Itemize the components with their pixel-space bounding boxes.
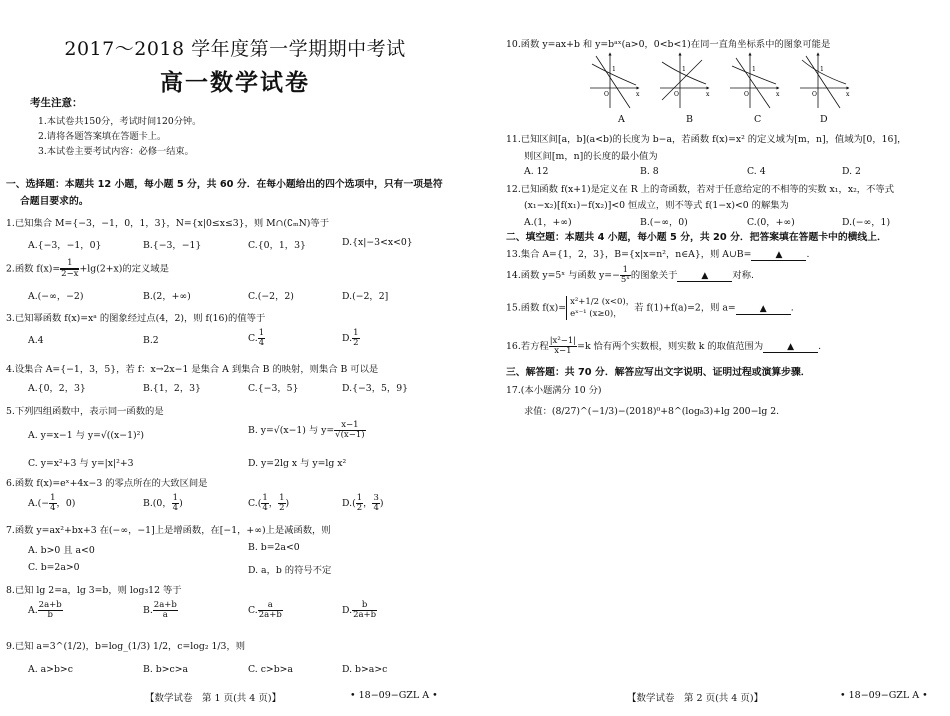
exam-title: 2017～2018 学年度第一学期期中考试 (64, 38, 406, 60)
q14-den: 5ˣ (620, 275, 630, 285)
q8-option-b (143, 601, 178, 620)
q10-label-c: C (754, 114, 762, 125)
notice-item-2: 2.请将各题答案填在答题卡上。 (38, 131, 167, 142)
q6-a-frac (49, 494, 56, 513)
svg-text:x: x (776, 91, 780, 98)
q12-option-a: A.(1，+∞) (524, 217, 572, 228)
section-1-heading-cont: 合题目要求的。 (20, 196, 89, 207)
question-11: 11.已知区间[a，b](a<b)的长度为 b−a，若函数 f(x)=x² 的定义域为[m，n]，值域为[0，16]， (506, 134, 907, 145)
q6-d-label: D.( (342, 498, 356, 509)
q15-triangle-icon: ▲ (759, 303, 767, 314)
q7-option-c: C. b=2a>0 (28, 562, 80, 573)
q9-option-d: D. b>a>c (342, 664, 388, 675)
svg-text:O: O (604, 91, 609, 98)
q8-c-frac (258, 601, 283, 620)
q2-fraction-den: 2−x (61, 269, 79, 279)
q8-b-label: B. (143, 605, 153, 616)
q6-option-d (342, 494, 384, 513)
question-12: 12.已知函数 f(x+1)是定义在 R 上的奇函数，若对于任意给定的不相等的实数 x₁，x₂，不等式 (506, 184, 894, 195)
q3-d-num: 1 (353, 328, 359, 338)
q5-option-d: D. y=2lg x 与 y=lg x² (248, 458, 347, 469)
notice-item-3: 3.本试卷主要考试内容：必修一结束。 (38, 146, 194, 157)
q6-d-num1: 1 (356, 493, 363, 503)
svg-text:1: 1 (820, 66, 824, 73)
q16-triangle-icon: ▲ (787, 342, 795, 352)
q16-den: x−1 (554, 346, 572, 356)
q13-answer-blank[interactable] (751, 250, 806, 261)
q6-c-label: C.( (248, 498, 262, 509)
q2-fraction-num: 1 (60, 259, 79, 269)
q6-c-num2: 1 (279, 493, 285, 503)
q7-option-a: A. b>0 且 a<0 (28, 545, 95, 556)
q15-case-2: eˣ⁻¹ (x≥0)， (570, 309, 622, 319)
q6-b-tail: ) (179, 498, 183, 509)
footer-page-info: 【数学试卷 第 1 页(共 4 页)】 (145, 693, 282, 704)
q9-option-b: B. b>c>a (143, 664, 189, 675)
q6-c-frac2 (278, 494, 285, 513)
question-6: 6.函数 f(x)=eˣ+4x−3 的零点所在的大致区间是 (6, 478, 208, 489)
q15-case-1: x²+1/2 (x<0)， (570, 297, 635, 307)
svg-text:x: x (706, 91, 710, 98)
q15-prefix: 15.函数 f(x)= (506, 302, 567, 314)
q14-tail: 对称. (732, 270, 754, 281)
q11-option-d: D. 2 (842, 166, 861, 177)
q4-option-b: B.{1，2，3} (143, 383, 201, 394)
notice-title: 考生注意： (30, 97, 83, 109)
footer-page-info: 【数学试卷 第 2 页(共 4 页)】 (627, 693, 764, 704)
q8-d-frac (352, 601, 377, 620)
q15-piecewise (566, 296, 634, 320)
q5-option-c: C. y=x²+3 与 y=|x|²+3 (28, 458, 134, 469)
question-13 (506, 246, 809, 261)
q3-option-d (342, 329, 360, 348)
q7-option-d: D. a，b 的符号不定 (248, 565, 332, 576)
q6-b-label: B.(0， (143, 498, 172, 509)
question-14 (506, 266, 754, 285)
q10-graph-a (590, 54, 640, 108)
q6-a-tail: ，0) (56, 498, 76, 509)
q8-b-num: 2a+b (153, 600, 177, 610)
q3-option-d-label: D. (342, 333, 353, 344)
q10-label-a: A (618, 114, 625, 125)
q4-option-a: A.{0，2，3} (28, 383, 86, 394)
q10-graph-c (730, 54, 780, 108)
question-2 (6, 259, 169, 279)
q5-option-b (248, 421, 366, 440)
q6-d-den1: 2 (356, 503, 363, 513)
q3-option-c-frac (258, 329, 265, 348)
q6-d-den2: 4 (373, 503, 379, 513)
question-16 (506, 337, 821, 356)
footer-code: • 18−09−GZL A • (840, 690, 928, 701)
exam-subtitle: 高一数学试卷 (160, 69, 310, 96)
q6-c-num1: 1 (262, 493, 268, 503)
q4-option-c: C.{−3，5} (248, 383, 299, 394)
q5-b-den: √(x−1) (335, 430, 365, 440)
q6-d-rparen: ) (379, 498, 384, 509)
q13-text: 13.集合 A={1，2，3}，B={x|x=n²，n∈A}，则 A∪B= (506, 249, 752, 260)
q6-c-frac1 (261, 494, 268, 513)
svg-text:x: x (636, 91, 640, 98)
q2-suffix: +lg(2+x)的定义域是 (79, 263, 169, 275)
q3-option-d-frac (352, 329, 359, 348)
q8-c-label: C. (248, 605, 258, 616)
q3-d-den: 2 (353, 338, 359, 348)
q3-option-b: B.2 (143, 335, 159, 346)
svg-text:1: 1 (752, 66, 756, 73)
q5-option-b-frac (334, 421, 365, 440)
q8-option-d (342, 601, 377, 620)
q6-d-frac2 (372, 494, 379, 513)
q6-c-rparen: ) (285, 498, 290, 509)
q14-mid: 的图象关于 (630, 270, 678, 281)
right-page (482, 0, 950, 716)
notice-item-1: 1.本试卷共150分，考试时间120分钟。 (38, 116, 202, 127)
q14-triangle-icon: ▲ (701, 271, 709, 281)
svg-text:x: x (846, 91, 850, 98)
q1-option-d: D.{x|−3<x<0} (342, 237, 413, 248)
q12-option-b: B.(−∞，0) (640, 217, 688, 228)
q2-option-a: A.(−∞，−2) (28, 291, 84, 302)
q14-prefix: 14.函数 y=5ˣ 与函数 y=− (506, 270, 620, 281)
q13-period: . (806, 249, 810, 260)
q16-period: . (818, 341, 822, 352)
q8-d-label: D. (342, 605, 353, 616)
q8-a-label: A. (28, 605, 38, 616)
q2-prefix: 2.函数 f(x)= (6, 263, 61, 275)
question-3: 3.已知幂函数 f(x)=xᵃ 的图象经过点(4，2)，则 f(16)的值等于 (6, 313, 266, 324)
q14-num: 1 (620, 266, 631, 276)
q10-label-d: D (820, 114, 828, 125)
q6-c-den1: 4 (262, 503, 268, 513)
q8-option-a (28, 601, 63, 620)
q6-c-comma: ， (268, 498, 279, 509)
question-8: 8.已知 lg 2=a，lg 3=b，则 log₃12 等于 (6, 585, 182, 596)
q6-option-a (28, 494, 75, 513)
q6-b-num: 1 (172, 493, 179, 503)
q11-option-a: A. 12 (524, 166, 549, 177)
question-1: 1.已知集合 M={−3，−1，0，1，3}，N={x|0≤x≤3}，则 M∩(∁ₘN)等于 (6, 218, 330, 229)
q5-b-num: x−1 (334, 421, 365, 431)
q2-fraction (60, 259, 79, 279)
q10-graph-d (800, 54, 850, 108)
question-15 (506, 296, 794, 320)
q8-d-den: 2a+b (353, 610, 377, 620)
q6-option-c (248, 494, 289, 513)
q5-option-b-prefix: B. y=√(x−1) 与 y= (248, 425, 335, 436)
q12-option-d: D.(−∞，1) (842, 217, 891, 228)
q1-option-b: B.{−3，−1} (143, 240, 202, 251)
q1-option-c: C.{0，1，3} (248, 240, 306, 251)
q15-suffix: 若 f(1)+f(a)=2，则 a= (634, 302, 736, 314)
section-3-heading: 三、解答题：共 70 分．解答应写出文字说明、证明过程或演算步骤． (506, 367, 811, 378)
q10-graphs (590, 52, 930, 112)
q6-a-label: A.(− (28, 498, 50, 509)
q2-option-b: B.(2，+∞) (143, 291, 191, 302)
q15-period: . (790, 302, 794, 314)
question-10: 10.函数 y=ax+b 和 y=bᵃˣ(a>0，0<b<1)在同一直角坐标系中的图象可能是 (506, 39, 831, 50)
question-17-expression: 求值：(8/27)^(−1/3)−(2018)⁰+8^(log₈3)+lg 200−lg 2. (524, 406, 780, 417)
q16-prefix: 16.若方程 (506, 341, 549, 352)
svg-text:1: 1 (682, 66, 686, 73)
question-5: 5.下列四组函数中，表示同一函数的是 (6, 406, 164, 417)
q6-a-den: 4 (50, 503, 56, 513)
q3-option-a: A.4 (28, 335, 44, 346)
q7-option-b: B. b=2a<0 (248, 542, 300, 553)
section-1-heading: 一、选择题：本题共 12 小题，每小题 5 分，共 60 分．在每小题给出的四个选项中，只有一项是符 (6, 179, 443, 190)
q6-d-comma: ， (363, 498, 373, 509)
q8-d-num: b (352, 601, 377, 611)
q1-option-a: A.{−3，−1，0} (28, 240, 102, 251)
q8-option-c (248, 601, 283, 620)
q4-option-d: D.{−3，5，9} (342, 383, 409, 394)
q8-c-den: 2a+b (258, 610, 282, 620)
q3-c-num: 1 (258, 328, 265, 338)
svg-text:O: O (674, 91, 679, 98)
q15-answer-blank[interactable] (736, 304, 791, 315)
q8-b-den: a (162, 610, 168, 620)
q12-option-c: C.(0，+∞) (747, 217, 795, 228)
footer-code: • 18−09−GZL A • (350, 690, 438, 701)
q14-answer-blank[interactable] (677, 271, 732, 282)
q6-c-den2: 2 (279, 503, 285, 513)
q9-option-c: C. c>b>a (248, 664, 293, 675)
q16-frac (549, 337, 577, 356)
q5-option-a: A. y=x−1 与 y=√((x−1)²) (28, 430, 144, 441)
question-9: 9.已知 a=3^(1/2)，b=log_(1/3) 1/2，c=log₂ 1/3，则 (6, 641, 246, 652)
q16-suffix: =k 恰有两个实数根，则实数 k 的取值范围为 (577, 341, 764, 352)
q16-answer-blank[interactable] (763, 342, 818, 353)
q14-frac (620, 266, 631, 285)
q2-option-d: D.(−2，2] (342, 291, 389, 302)
q8-b-frac (153, 601, 178, 620)
q8-a-frac (38, 601, 63, 620)
question-17: 17.(本小题满分 10 分) (506, 385, 602, 396)
q6-a-num: 1 (50, 493, 56, 503)
q6-b-den: 4 (172, 503, 179, 513)
q3-c-den: 4 (258, 338, 265, 348)
question-7: 7.函数 y=ax²+bx+3 在(−∞，−1]上是增函数，在[−1，+∞)上是减函数，则 (6, 525, 331, 536)
svg-text:O: O (744, 91, 749, 98)
q6-d-num2: 3 (373, 493, 379, 503)
left-page (0, 0, 470, 716)
question-4: 4.设集合 A={−1，3，5}，若 f：x→2x−1 是集合 A 到集合 B 的映射，则集合 B 可以是 (6, 364, 379, 375)
q8-a-den: b (47, 610, 53, 620)
q11-option-c: C. 4 (747, 166, 766, 177)
q3-option-c (248, 329, 265, 348)
q2-option-c: C.(−2，2) (248, 291, 294, 302)
q8-a-num: 2a+b (38, 600, 62, 610)
svg-text:1: 1 (612, 66, 616, 73)
q6-option-b (143, 494, 183, 513)
q11-option-b: B. 8 (640, 166, 659, 177)
q16-num: |x²−1| (549, 336, 577, 346)
q9-option-a: A. a>b>c (28, 664, 73, 675)
question-11-cont: 则区间[m，n]的长度的最小值为 (524, 151, 658, 162)
q6-b-frac (172, 494, 179, 513)
question-12-cont: (x₁−x₂)[f(x₁)−f(x₂)]<0 恒成立，则不等式 f(1−x)<0 的解集为 (524, 200, 789, 211)
q13-triangle-icon: ▲ (775, 250, 783, 260)
q10-label-b: B (686, 114, 693, 125)
q8-c-num: a (258, 601, 283, 611)
svg-text:O: O (812, 91, 817, 98)
q10-graph-b (660, 54, 710, 108)
section-2-heading: 二、填空题：本题共 4 小题，每小题 5 分，共 20 分．把答案填在答题卡中的横线上． (506, 232, 887, 243)
q3-option-c-label: C. (248, 333, 258, 344)
